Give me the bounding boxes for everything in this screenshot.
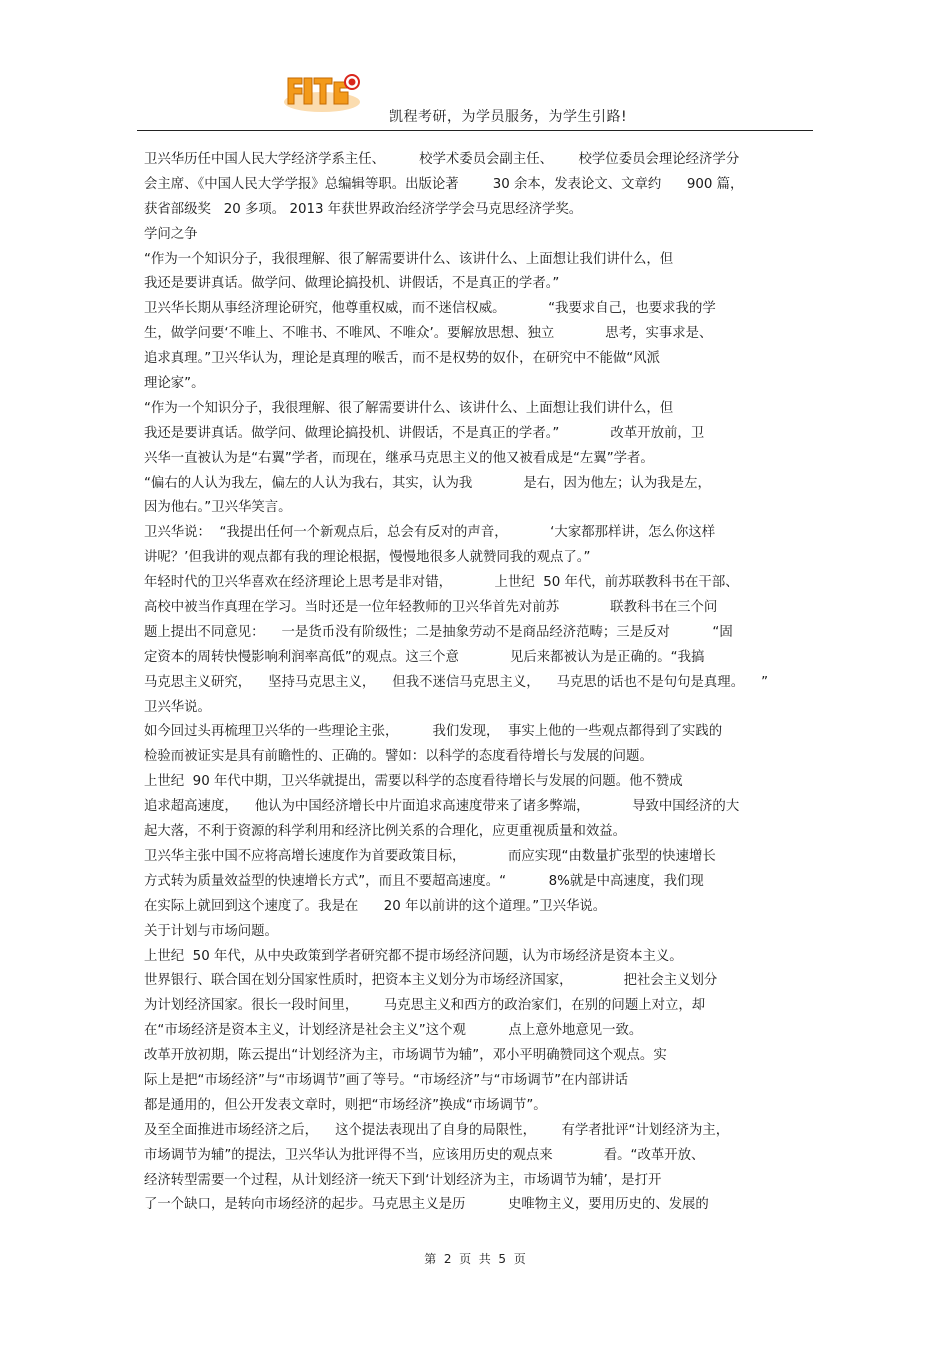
text-line: 检验而被证实是具有前瞻性的、正确的。譬如：以科学的态度看待增长与发展的问题。 xyxy=(144,749,653,765)
text-line: 题上提出不同意见： 一是货币没有阶级性；二是抽象劳动不是商品经济范畴；三是反对 “固 xyxy=(144,624,733,640)
text-line: 如今回过头再梳理卫兴华的一些理论主张， 我们发现， 事实上他的一些观点都得到了实践的 xyxy=(144,724,723,740)
section-heading: 学问之争 xyxy=(144,226,198,242)
text-line: 改革开放初期，陈云提出“计划经济为主，市场调节为辅”，邓小平明确赞同这个观点。实 xyxy=(144,1048,667,1064)
text-line: 我还是要讲真话。做学问、做理论搞投机、讲假话，不是真正的学者。” 改革开放前，卫 xyxy=(144,425,705,441)
text-line: 际上是把“市场经济”与“市场调节”画了等号。“市场经济”与“市场调节”在内部讲话 xyxy=(144,1072,628,1088)
text-line: 高校中被当作真理在学习。当时还是一位年轻教师的卫兴华首先对前苏 联教科书在三个问 xyxy=(144,600,718,616)
text-line: 会主席、《中国人民大学学报》总编辑等职。出版论著 30 余本，发表论文、文章约 900 篇， xyxy=(144,176,744,192)
text-line: “作为一个知识分子，我很理解、很了解需要讲什么、该讲什么、上面想让我们讲什么，但 xyxy=(144,400,674,416)
article-body xyxy=(144,148,806,1218)
header-slogan: 凯程考研，为学员服务，为学生引路! xyxy=(389,109,628,125)
text-line: 获省部级奖 20 多项。 2013 年获世界政治经济学学会马克思经济学奖。 xyxy=(144,201,583,217)
text-line: 卫兴华说。 xyxy=(144,699,211,715)
text-line: 及至全面推进市场经济之后， 这个提法表现出了自身的局限性， 有学者批评“计划经济为主， xyxy=(144,1122,730,1138)
text-line: 世界银行、联合国在划分国家性质时，把资本主义划分为市场经济国家， 把社会主义划分 xyxy=(144,973,718,989)
text-line: 因为他右。”卫兴华笑言。 xyxy=(144,500,292,516)
text-line: 上世纪 90 年代中期，卫兴华就提出，需要以科学的态度看待增长与发展的问题。他不赞成 xyxy=(144,774,683,790)
text-line: 讲呢？’但我讲的观点都有我的理论根据，慢慢地很多人就赞同我的观点了。” xyxy=(144,550,591,566)
text-line: 定资本的周转快慢影响利润率高低”的观点。这三个意 见后来都被认为是正确的。“我搞 xyxy=(144,649,705,665)
text-line: 在实际上就回到这个速度了。我是在 20 年以前讲的这个道理。”卫兴华说。 xyxy=(144,898,607,914)
page-header xyxy=(137,60,813,131)
text-line: 兴华一直被认为是“右翼”学者，而现在，继承马克思主义的他又被看成是“左翼”学者。 xyxy=(144,450,654,466)
text-line: 年轻时代的卫兴华喜欢在经济理论上思考是非对错， 上世纪 50 年代，前苏联教科书在干部、 xyxy=(144,575,739,591)
text-line: 我还是要讲真话。做学问、做理论搞投机、讲假话，不是真正的学者。” xyxy=(144,276,560,292)
text-line: 了一个缺口，是转向市场经济的起步。马克思主义是历 史唯物主义，要用历史的、发展的 xyxy=(144,1197,709,1213)
text-line: 卫兴华长期从事经济理论研究，他尊重权威，而不迷信权威。 “我要求自己，也要求我的学 xyxy=(144,301,716,317)
text-line: 追求真理。”卫兴华认为，理论是真理的喉舌，而不是权势的奴仆，在研究中不能做“风派 xyxy=(144,351,661,367)
section-heading: 关于计划与市场问题。 xyxy=(144,923,278,939)
text-line: 卫兴华说： “我提出任何一个新观点后，总会有反对的声音， ‘大家都那样讲，怎么你这样 xyxy=(144,525,716,541)
text-line: 卫兴华历任中国人民大学经济学系主任、 校学术委员会副主任、 校学位委员会理论经济学分 xyxy=(144,152,740,167)
text-line: 经济转型需要一个过程，从计划经济一统天下到‘计划经济为主，市场调节为辅’，是打开 xyxy=(144,1172,662,1188)
text-line: 方式转为质量效益型的快速增长方式”，而且不要超高速度。“ 8%就是中高速度，我们现 xyxy=(144,873,704,889)
text-line: 上世纪 50 年代，从中央政策到学者研究都不提市场经济问题，认为市场经济是资本主义。 xyxy=(144,948,683,964)
text-line: 都是通用的，但公开发表文章时，则把“市场经济”换成“市场调节”。 xyxy=(144,1097,547,1113)
text-line: 在“市场经济是资本主义，计划经济是社会主义”这个观 点上意外地意见一致。 xyxy=(144,1023,643,1039)
text-line: 起大落，不利于资源的科学利用和经济比例关系的合理化，应更重视质量和效益。 xyxy=(144,824,627,840)
text-line: 为计划经济国家。很长一段时间里， 马克思主义和西方的政治家们，在别的问题上对立，却 xyxy=(144,998,706,1014)
text-line: 市场调节为辅”的提法，卫兴华认为批评得不当，应该用历史的观点来 看。“改革开放、 xyxy=(144,1147,705,1163)
text-line: 生，做学问要‘不唯上、不唯书、不唯风、不唯众’。要解放思想、独立 思考，实事求是、 xyxy=(144,326,713,342)
page-number: 第 2 页 共 5 页 xyxy=(424,1252,526,1266)
kaicheng-logo xyxy=(282,72,362,118)
text-line: 卫兴华主张中国不应将高增长速度作为首要政策目标， 而应实现“由数量扩张型的快速增长 xyxy=(144,848,716,864)
text-line: “偏右的人认为我左，偏左的人认为我右，其实，认为我 是右，因为他左；认为我是左， xyxy=(144,475,711,491)
text-line: 马克思主义研究， 坚持马克思主义， 但我不迷信马克思主义， 马克思的话也不是句句是真理。 ” xyxy=(144,674,769,690)
text-line: 追求超高速度， 他认为中国经济增长中片面追求高速度带来了诸多弊端， 导致中国经济的大 xyxy=(144,799,740,815)
text-line: 理论家”。 xyxy=(144,376,205,392)
text-line: “作为一个知识分子，我很理解、很了解需要讲什么、该讲什么、上面想让我们讲什么，但 xyxy=(144,251,674,267)
